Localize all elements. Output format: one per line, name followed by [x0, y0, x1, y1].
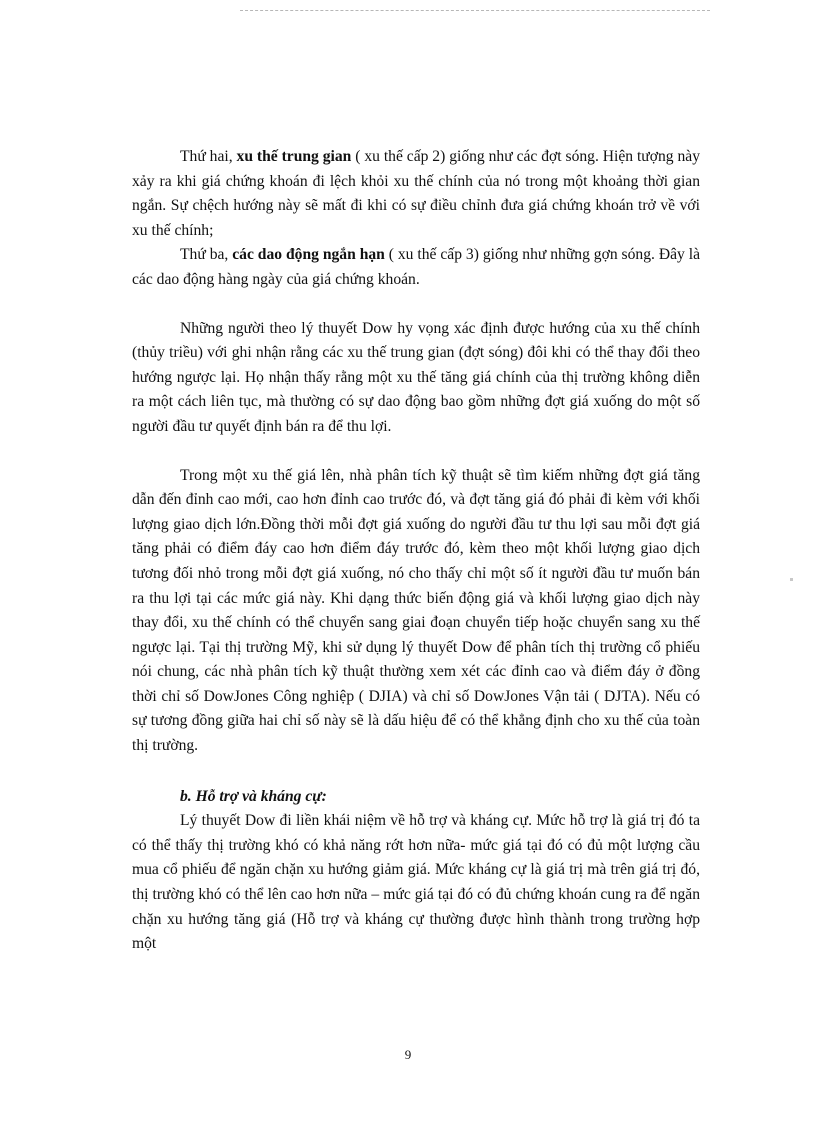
paragraph-text: Thứ hai, [180, 148, 237, 165]
paragraph-text: ( xu thế cấp 3) giống như những gợn sóng. Đây là các dao động hàng ngày của giá chứng khoán. [132, 246, 700, 288]
scan-artifact-dashes [240, 10, 710, 17]
paragraph-intermediate-trend [132, 145, 700, 243]
bold-term: các dao động ngắn hạn [232, 246, 385, 264]
section-heading: b. Hỗ trợ và kháng cự: [180, 787, 327, 805]
paragraph-support-resistance: Lý thuyết Dow đi liền khái niệm về hỗ trợ và kháng cự. Mức hỗ trợ là giá trị đó ta có thể thấy thị trường khó có khả năng rớt hơn nữa- mức giá tại đó có đủ một lượng cầu mua cổ phiếu để ngăn chặn xu hướng giảm giá. Mức kháng cự là giá trị mà trên giá trị đó, thị trường khó có thể lên cao hơn nữa – mức giá tại đó có đủ chứng khoán cung ra để ngăn chặn xu hướng tăng giá (Hỗ trợ và kháng cự thường được hình thành trong trường hợp một [132, 812, 700, 953]
paragraph-text: Thứ ba, [180, 246, 233, 264]
paragraph-short-term [132, 243, 700, 292]
page-number: 9 [404, 1047, 412, 1062]
paragraph-text: ( xu thế cấp 2) giống như các đợt sóng. Hiện tượng này xảy ra khi giá chứng khoán đi lệch khỏi xu thế chính của nó trong một khoảng thời gian ngắn. Sự chệch hướng này sẽ mất đi khi có sự điều chỉnh đưa giá chứng khoán trở về với xu thế chính; [132, 148, 701, 239]
paragraph-uptrend: Trong một xu thế giá lên, nhà phân tích kỹ thuật sẽ tìm kiếm những đợt giá tăng dẫn đến đỉnh cao mới, cao hơn đỉnh cao trước đó, và đợt tăng giá đó phải đi kèm với khối lượng giao dịch lớn.Đồng thời mỗi đợt giá xuống do người đầu tư thu lợi sau mỗi đợt giá tăng phải có điểm đáy cao hơn điểm đáy trước đó, kèm theo một khối lượng giao dịch tương đối nhỏ trong mỗi đợt giá xuống, nó cho thấy chỉ một số ít người đầu tư muốn bán ra thu lợi tại các mức giá này. Khi dạng thức biến động giá và khối lượng giao dịch này thay đổi, xu thế chính có thể chuyển sang giai đoạn chuyển tiếp hoặc chuyển sang xu thế ngược lại. Tại thị trường Mỹ, khi sử dụng lý thuyết Dow để phân tích thị trường cổ phiếu nói chung, các nhà phân tích kỹ thuật thường xem xét các đỉnh cao và điểm đáy ở đồng thời chỉ số DowJones Công nghiệp ( DJIA) và chỉ số DowJones Vận tải ( DJTA). Nếu có sự tương đồng giữa hai chỉ số này sẽ là dấu hiệu để có thể khẳng định cho xu thế của toàn thị trường. [132, 466, 700, 755]
body-text [132, 145, 700, 957]
paragraph-dow-theorists: Những người theo lý thuyết Dow hy vọng xác định được hướng của xu thế chính (thủy triều) với ghi nhận rằng các xu thế trung gian (đợt sóng) đôi khi có thể thay đổi theo hướng ngược lại. Họ nhận thấy rằng một xu thế tăng giá chính của thị trường không diễn ra một cách liên tục, mà thường có sự dao động bao gồm những đợt giá xuống do một số người đầu tư quyết định bán ra để thu lợi. [132, 319, 700, 435]
scan-artifact-dot [790, 578, 793, 581]
bold-term: xu thế trung gian [236, 148, 352, 165]
